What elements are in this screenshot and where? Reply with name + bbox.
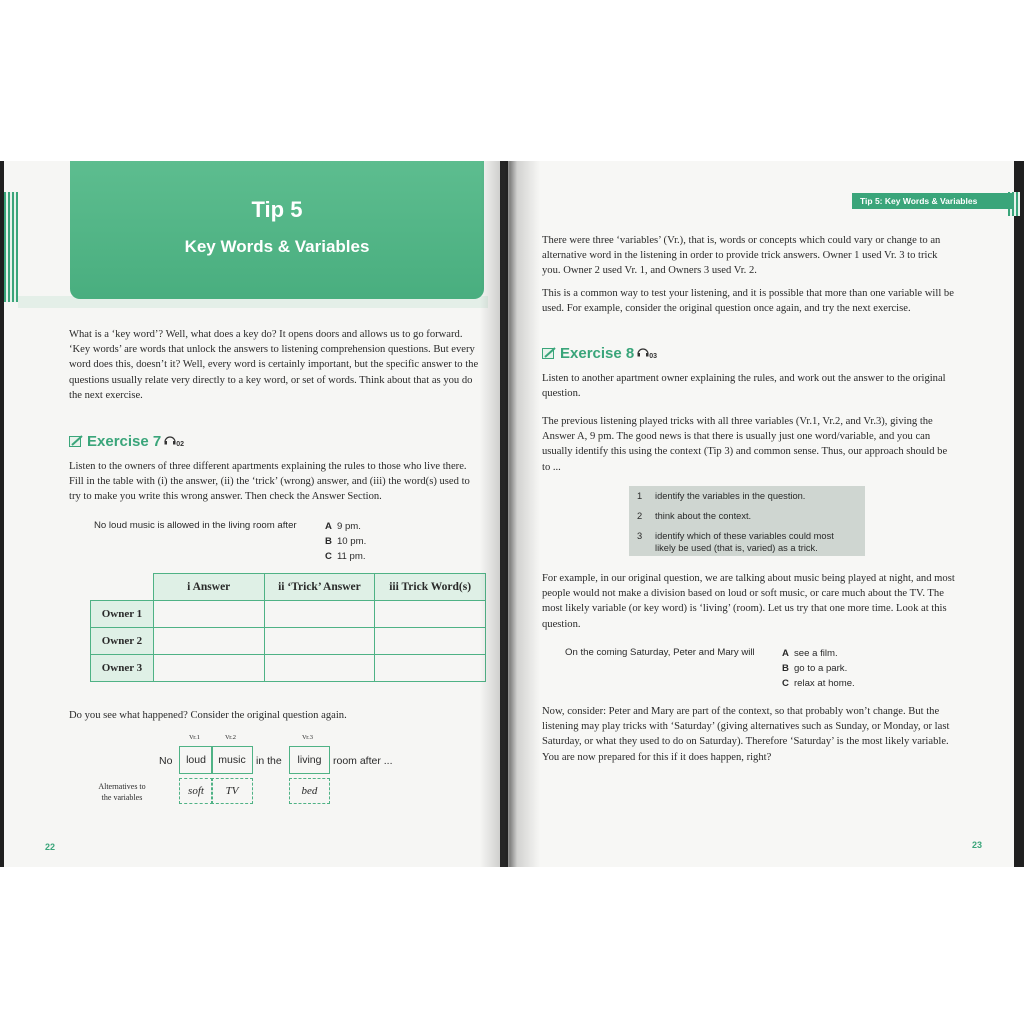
text-line: listening may play tricks with ‘Saturday’ (giving alternatives such as Sunday, or Monday, or last xyxy=(542,721,950,733)
row-label-owner-2: Owner 2 xyxy=(91,628,154,655)
intro-line: word does this, doesn’t it? Well, every word is certainly important, but the specific answer to the xyxy=(69,359,479,371)
trick-answer-cell[interactable] xyxy=(264,601,375,628)
text-line: There were three ‘variables’ (Vr.), that is, words or concepts which could vary or change to an xyxy=(542,235,941,246)
table-corner xyxy=(91,574,154,601)
text-line: people would not make a division based on loud or soft music, or care much about the TV. The xyxy=(542,588,944,600)
alternative-box-tv: TV xyxy=(211,778,253,804)
table-header-trick-answer: ii ‘Trick’ Answer xyxy=(264,574,375,601)
text-line: question. xyxy=(542,618,581,630)
right-paragraph-3 xyxy=(542,414,957,475)
intro-line: the next exercise. xyxy=(69,389,143,401)
table-header-trick-words: iii Trick Word(s) xyxy=(375,574,486,601)
alternatives-label: Alternatives to the variables xyxy=(98,782,146,802)
text-line: to ... xyxy=(542,461,561,473)
answer-cell[interactable] xyxy=(153,655,264,682)
intro-line: What is a ‘key word’? Well, what does a key do? It opens doors and allows us to go forward. xyxy=(69,329,463,340)
instruction-line: try to make you write this wrong answer. Then check the Answer Section. xyxy=(69,491,382,503)
word-in-the: in the xyxy=(256,755,282,767)
page-edge-tabs-left xyxy=(4,192,18,302)
trick-words-cell[interactable] xyxy=(375,628,486,655)
exercise-7-heading xyxy=(69,433,184,450)
answer-cell[interactable] xyxy=(153,628,264,655)
text-line: alternative word in the listening in order to provide trick answers. Owner 1 used Vr. 3 to trick xyxy=(542,250,938,262)
exercise-8-instructions xyxy=(542,371,957,401)
page-number-left: 22 xyxy=(45,842,56,852)
option-c: C 11 pm. xyxy=(325,551,366,562)
text-line: you. Owner 2 used Vr. 1, and Owners 3 used Vr. 2. xyxy=(542,265,757,277)
right-paragraph-1 xyxy=(542,233,957,279)
option-b: B 10 pm. xyxy=(325,536,367,547)
trick-answer-cell[interactable] xyxy=(264,628,375,655)
vr1-label: Vr.1 xyxy=(189,734,200,741)
table-header-answer: i Answer xyxy=(153,574,264,601)
vr3-label: Vr.3 xyxy=(302,734,313,741)
vr2-label: Vr.2 xyxy=(225,734,236,741)
right-paragraph-4 xyxy=(542,571,957,632)
variable-box-music: music xyxy=(211,746,253,774)
row-label-owner-1: Owner 1 xyxy=(91,601,154,628)
table-row xyxy=(91,628,486,655)
question-stem-2: On the coming Saturday, Peter and Mary will xyxy=(565,647,755,658)
text-line: used. For example, consider the original question once again, and try the next exercise. xyxy=(542,303,911,315)
audio-track-icon[interactable] xyxy=(637,347,649,357)
variable-box-living: living xyxy=(289,746,330,774)
text-line: Now, consider: Peter and Mary are part of the context, so that probably won’t change. But the xyxy=(542,706,940,717)
exercise-8-heading xyxy=(542,345,657,362)
text-line: Saturday, or what they used to do on Saturday). Therefore ‘Saturday’ is the most likely variable. xyxy=(542,736,949,748)
running-head: Tip 5: Key Words & Variables xyxy=(852,193,1012,209)
tip-header xyxy=(70,161,484,299)
trick-words-cell[interactable] xyxy=(375,601,486,628)
text-line: This is a common way to test your listening, and it is possible that more than one variable will be xyxy=(542,288,954,299)
row-label-owner-3: Owner 3 xyxy=(91,655,154,682)
intro-line: questions usually relate very directly to a key word, or set of words. Think about that as you do xyxy=(69,374,473,386)
text-line: question. xyxy=(542,388,581,400)
answer-options xyxy=(325,519,366,564)
instruction-line: Listen to the owners of three different apartments explaining the rules to those who live there. xyxy=(69,461,467,472)
audio-track-number: 02 xyxy=(176,441,185,448)
approach-steps-box: 1 identify the variables in the question. 2 think about the context. 3 identify which of these variables could most likely be used (that is, varied) as a trick. xyxy=(629,486,865,556)
table-row xyxy=(91,601,486,628)
answer-table xyxy=(90,573,486,682)
answer-cell[interactable] xyxy=(153,601,264,628)
alternative-box-soft: soft xyxy=(179,778,213,804)
right-paragraph-2 xyxy=(542,286,957,316)
tip-title: Key Words & Variables xyxy=(184,237,370,256)
page-number-right: 23 xyxy=(972,840,983,850)
question-stem: No loud music is allowed in the living room after xyxy=(94,520,297,531)
text-line: most likely variable (or key word) is ‘living’ (room). Let us try that one more time. Look at this xyxy=(542,603,947,615)
variable-box-loud: loud xyxy=(179,746,213,774)
text-line: You are now prepared for this if it does happen, right? xyxy=(542,751,772,763)
intro-line: ‘Key words’ are words that unlock the answers to listening comprehension questions. But every xyxy=(69,344,475,356)
text-line: Answer A, 9 pm. The good news is that there is usually just one word/variable, and you can xyxy=(542,431,931,443)
alternative-box-bed: bed xyxy=(289,778,330,804)
tip-label: Tip 5 xyxy=(251,197,303,222)
pencil-notepad-icon xyxy=(69,435,83,447)
instruction-line: Fill in the table with (i) the answer, (ii) the ‘trick’ (wrong) answer, and (iii) the word(s) used to xyxy=(69,476,470,488)
right-paragraph-5 xyxy=(542,704,957,765)
exercise-7-instructions xyxy=(69,459,485,505)
option-a: A 9 pm. xyxy=(325,521,361,532)
trick-words-cell[interactable] xyxy=(375,655,486,682)
audio-track-icon[interactable] xyxy=(164,435,176,445)
audio-track-number: 03 xyxy=(649,353,658,360)
answer-options-2 xyxy=(782,646,855,691)
follow-up-text: Do you see what happened? Consider the original question again. xyxy=(69,710,347,721)
word-room-after: room after ... xyxy=(333,755,393,767)
text-line: usually identify this using the context (Tip 3) and common sense. Thus, our approach should be xyxy=(542,446,948,458)
option-c: C relax at home. xyxy=(782,678,855,689)
option-b: B go to a park. xyxy=(782,663,848,674)
exercise-7-title: Exercise 7 xyxy=(87,433,162,450)
exercise-8-title: Exercise 8 xyxy=(560,345,635,362)
intro-paragraph xyxy=(69,327,485,403)
word-no: No xyxy=(159,755,173,767)
table-row xyxy=(91,655,486,682)
book-gutter-shadow xyxy=(480,161,540,867)
pencil-notepad-icon xyxy=(542,347,556,359)
text-line: Listen to another apartment owner explaining the rules, and work out the answer to the original xyxy=(542,373,946,384)
text-line: For example, in our original question, we are talking about music being played at night, and most xyxy=(542,573,955,584)
text-line: The previous listening played tricks with all three variables (Vr.1, Vr.2, and Vr.3), giving the xyxy=(542,416,933,427)
trick-answer-cell[interactable] xyxy=(264,655,375,682)
option-a: A see a film. xyxy=(782,648,838,659)
